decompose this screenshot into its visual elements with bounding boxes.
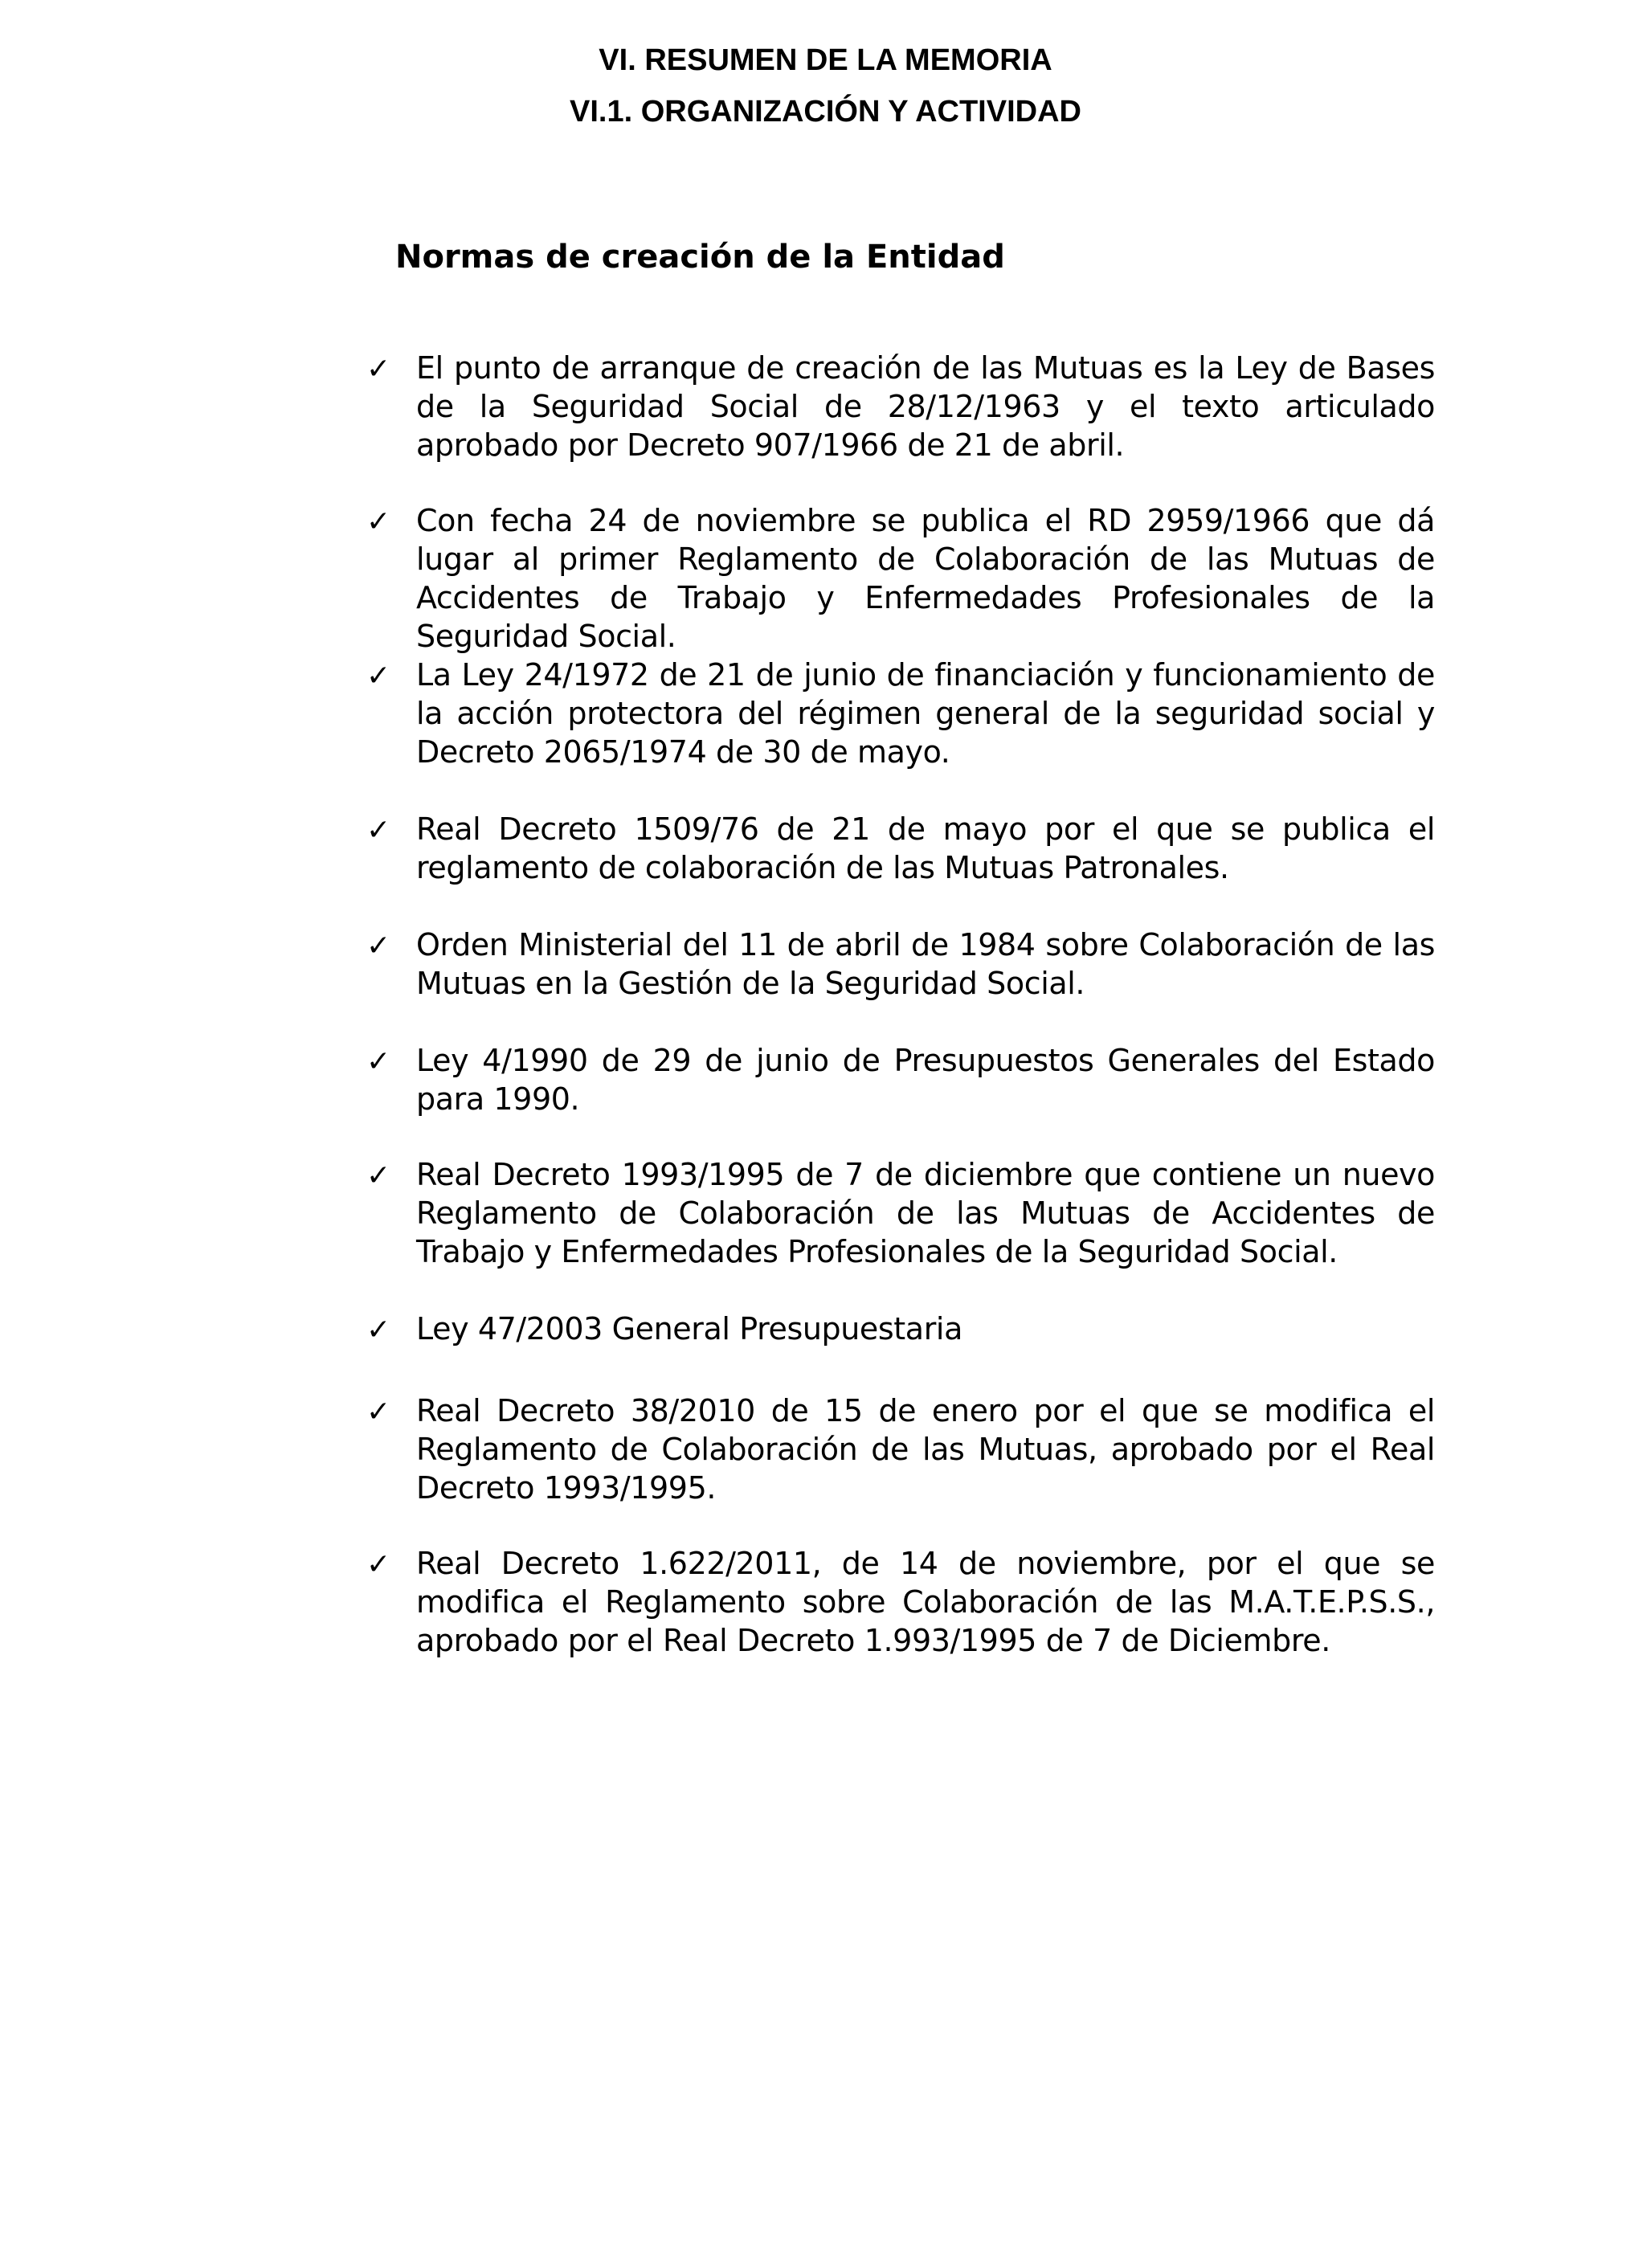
checkmark-icon: ✓ <box>366 930 391 962</box>
list-item <box>366 349 1435 464</box>
list-item <box>366 656 1435 771</box>
checkmark-icon: ✓ <box>366 1159 391 1192</box>
list-item <box>366 1155 1435 1271</box>
checkmark-icon: ✓ <box>366 353 391 386</box>
list-item <box>366 1041 1435 1118</box>
list-item <box>366 810 1435 887</box>
list-item <box>366 1544 1435 1660</box>
list-item <box>366 1310 1435 1348</box>
document-title: VI. RESUMEN DE LA MEMORIA <box>599 43 1052 77</box>
list-item <box>366 501 1435 656</box>
list-item <box>366 926 1435 1003</box>
checkmark-icon: ✓ <box>366 1045 391 1078</box>
checkmark-icon: ✓ <box>366 660 391 693</box>
list-item-text: Real Decreto 1.622/2011, de 14 de noviembre, por el que se modifica el Reglamento sobre Colaboración de las M.A.T.E.P.S.S., aprobado por el Real Decreto 1.993/1995 de 7 de Diciembre. <box>416 1546 1435 1658</box>
document-subtitle: VI.1. ORGANIZACIÓN Y ACTIVIDAD <box>570 95 1081 129</box>
list-item-text: Ley 47/2003 General Presupuestaria <box>416 1311 962 1346</box>
list-item-text: Real Decreto 1509/76 de 21 de mayo por el que se publica el reglamento de colaboración de las Mutuas Patronales. <box>416 811 1435 885</box>
list-item-text: Con fecha 24 de noviembre se publica el RD 2959/1966 que dá lugar al primer Reglamento de Colaboración de las Mutuas de Accidentes de Trabajo y Enfermedades Profesionales de la Seguridad Social. <box>416 503 1435 654</box>
list-item-text: Ley 4/1990 de 29 de junio de Presupuestos Generales del Estado para 1990. <box>416 1043 1435 1117</box>
list-item-text: Orden Ministerial del 11 de abril de 1984 sobre Colaboración de las Mutuas en la Gestión de la Seguridad Social. <box>416 927 1435 1001</box>
list-item-text: El punto de arranque de creación de las Mutuas es la Ley de Bases de la Seguridad Social de 28/12/1963 y el texto articulado aprobado por Decreto 907/1966 de 21 de abril. <box>416 350 1435 463</box>
checkmark-icon: ✓ <box>366 1314 391 1346</box>
section-heading: Normas de creación de la Entidad <box>395 239 1005 276</box>
checkmark-icon: ✓ <box>366 1396 391 1428</box>
list-item <box>366 1391 1435 1507</box>
list-item-text: La Ley 24/1972 de 21 de junio de financiación y funcionamiento de la acción protectora del régimen general de la seguridad social y Decreto 2065/1974 de 30 de mayo. <box>416 657 1435 770</box>
checkmark-icon: ✓ <box>366 505 391 538</box>
list-item-text: Real Decreto 38/2010 de 15 de enero por el que se modifica el Reglamento de Colaboración de las Mutuas, aprobado por el Real Decreto 1993/1995. <box>416 1393 1435 1506</box>
list-item-text: Real Decreto 1993/1995 de 7 de diciembre que contiene un nuevo Reglamento de Colaboración de las Mutuas de Accidentes de Trabajo y Enfermedades Profesionales de la Seguridad Social. <box>416 1157 1435 1269</box>
checkmark-icon: ✓ <box>366 814 391 847</box>
checkmark-icon: ✓ <box>366 1548 391 1581</box>
